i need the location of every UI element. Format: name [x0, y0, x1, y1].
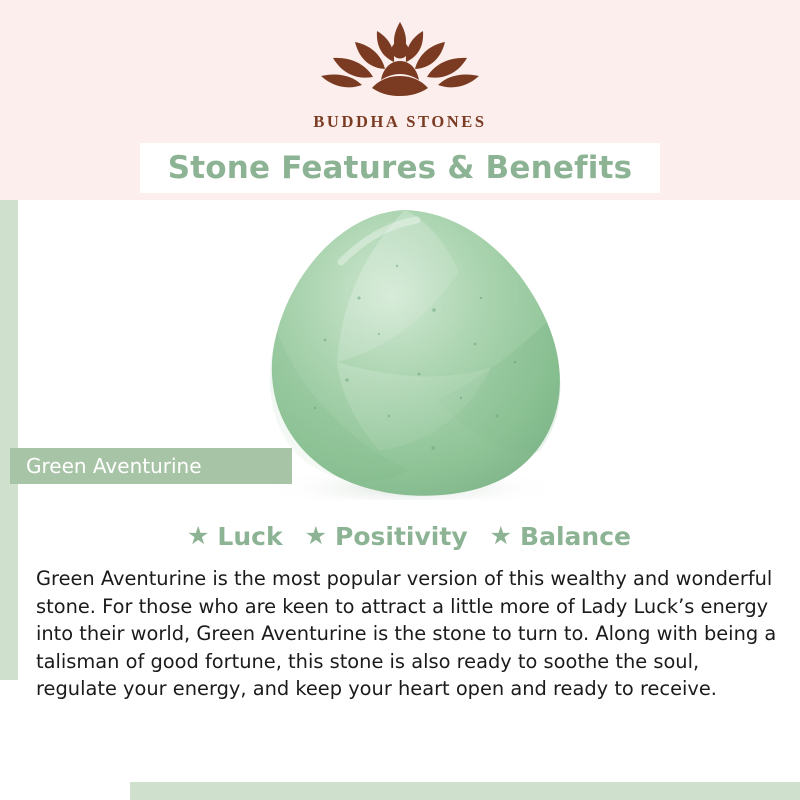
section-title-banner [140, 143, 660, 193]
keyword-item-positivity [305, 522, 468, 551]
description-paragraph: Green Aventurine is the most popular version of this wealthy and wonderful stone. For those who are keen to attract a little more of Lady Luck’s energy into their world, Green Aventurine is the stone to turn to. Along with being a talisman of good fortune, this stone is also ready to soothe the soul, regulate your energy, and keep your heart open and ready to receive. [36, 567, 777, 701]
lotus-meditation-icon [315, 18, 485, 110]
star-icon: ★ [187, 522, 210, 550]
brand-logo [0, 18, 800, 132]
keyword-list [18, 522, 800, 551]
brand-name: BUDDHA STONES [313, 112, 487, 131]
page-title: Stone Features & Benefits [167, 150, 633, 186]
keyword-item-luck [187, 522, 283, 551]
content-area [18, 500, 800, 782]
star-icon: ★ [489, 522, 513, 550]
keyword-label: Luck [217, 522, 283, 551]
star-icon: ★ [304, 522, 328, 550]
keyword-item-balance [490, 522, 631, 551]
keyword-label: Positivity [335, 522, 468, 551]
stone-name-label: Green Aventurine [26, 454, 202, 478]
keyword-label: Balance [520, 522, 631, 551]
stone-name-caption [10, 448, 292, 484]
